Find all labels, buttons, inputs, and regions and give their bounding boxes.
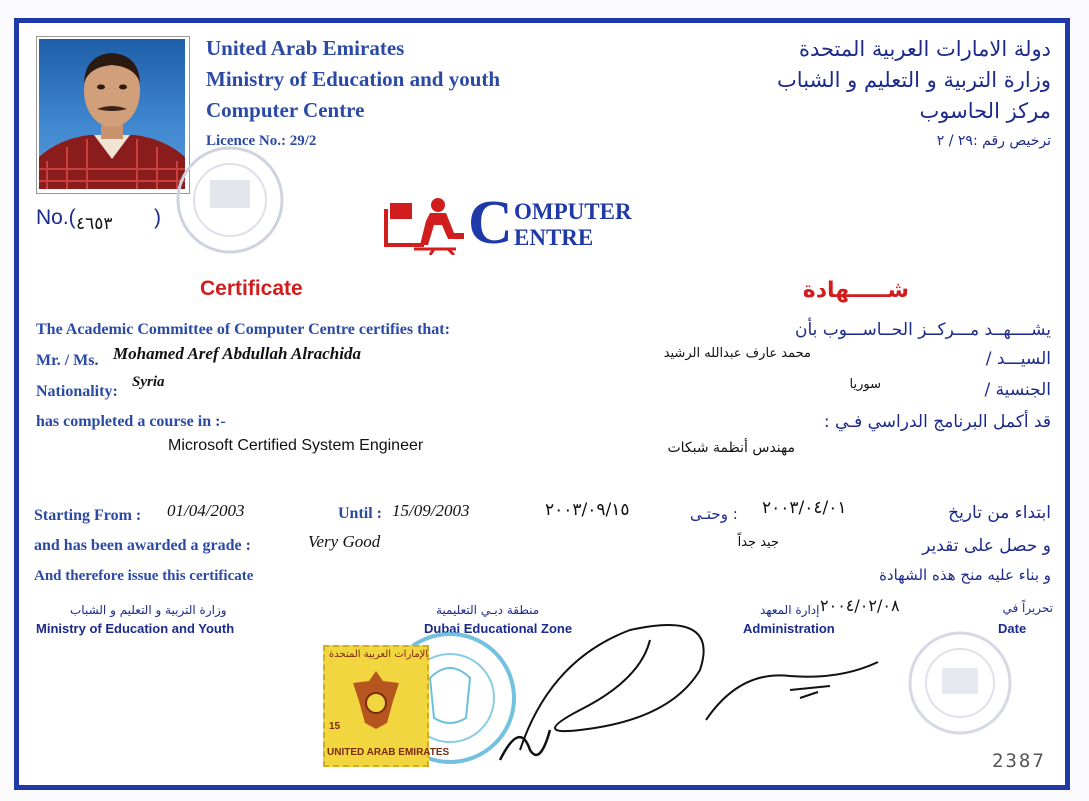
nationality-label-en: Nationality: <box>36 383 118 400</box>
footer-zone-en: Dubai Educational Zone <box>424 621 573 636</box>
name-label-ar: السيـــد / <box>985 349 1051 369</box>
course-value-ar: مهندس أنظمة شبكات <box>667 440 795 456</box>
stamp-value: 15 <box>329 721 341 732</box>
until-value-ar: ٢٠٠٣/٠٩/١٥ <box>545 500 630 520</box>
nationality-value-en: Syria <box>132 374 165 390</box>
course-label-ar: قد أكمل البرنامج الدراسي فـي : <box>823 412 1051 432</box>
footer-ministry-en: Ministry of Education and Youth <box>36 621 235 636</box>
starting-label-en: Starting From : <box>34 507 142 524</box>
grade-label-en: and has been awarded a grade : <box>34 537 251 554</box>
course-value-en: Microsoft Certified System Engineer <box>168 437 424 454</box>
revenue-stamp <box>323 645 450 767</box>
computer-user-logo-icon <box>384 195 470 255</box>
number-value: ٤٦٥٣ <box>76 214 113 234</box>
nationality-label-ar: الجنسية / <box>984 380 1051 400</box>
footer-ministry-ar: وزارة التربية و التعليم و الشباب <box>70 603 227 617</box>
header-ar-centre: مركز الحاسوب <box>919 99 1051 123</box>
faded-seal-icon <box>165 140 295 260</box>
header-en-country: United Arab Emirates <box>206 36 405 60</box>
licence-number-ar: ترخيص رقم :٢٩ / ٢ <box>936 133 1051 149</box>
issue-en: And therefore issue this certificate <box>34 568 254 584</box>
portrait-image <box>39 39 185 189</box>
header-en-ministry: Ministry of Education and youth <box>206 67 501 91</box>
number-label: No.( <box>36 206 76 229</box>
name-label-en: Mr. / Ms. <box>36 352 99 369</box>
footer-admin-date-ar: ٢٠٠٤/٠٢/٠٨ <box>820 596 900 615</box>
logo-computer-text: OMPUTER <box>514 199 632 224</box>
serial-number: 2387 <box>992 750 1046 772</box>
until-value-en: 15/09/2003 <box>392 501 470 520</box>
certifies-en: The Academic Committee of Computer Centre certifies that: <box>36 321 450 338</box>
certificate-title-ar: شـــــهادة <box>802 278 909 303</box>
starting-label-ar: ابتداء من تاريخ <box>948 503 1051 523</box>
footer-date-en: Date <box>998 621 1027 636</box>
until-label-ar: : وحتـى <box>690 505 738 523</box>
header-ar-country: دولة الامارات العربية المتحدة <box>798 37 1051 61</box>
eagle-emblem-icon <box>347 667 405 733</box>
footer-admin-ar: إدارة المعهد <box>760 603 820 617</box>
certifies-ar: يشــــهــد مـــركــز الحــاســـوب بأن <box>795 320 1051 340</box>
certificate-title-en: Certificate <box>200 277 303 300</box>
stamp-top-text: الإمارات العربية المتحدة <box>329 649 429 660</box>
name-value-ar: محمد عارف عبدالله الرشيد <box>663 346 811 361</box>
grade-value-ar: جيد جداً <box>737 535 779 550</box>
name-value-en: Mohamed Aref Abdullah Alrachida <box>113 344 361 363</box>
signature-dubai-zone-icon <box>490 600 730 770</box>
grade-label-ar: و حصل على تقدير <box>922 536 1051 556</box>
logo-c-computer: C <box>468 189 513 257</box>
grade-value-en: Very Good <box>308 532 381 551</box>
stamp-bottom-text: UNITED ARAB EMIRATES <box>327 747 450 758</box>
footer-date-ar: تحريراً في <box>1002 601 1053 615</box>
footer-admin-en: Administration <box>743 621 835 636</box>
issue-ar: و بناء عليه منح هذه الشهادة <box>879 566 1051 584</box>
licence-number: Licence No.: 29/2 <box>206 133 317 149</box>
logo-centre-text: ENTRE <box>514 225 594 250</box>
starting-value-en: 01/04/2003 <box>167 501 245 520</box>
number-close: ) <box>154 206 161 229</box>
course-label-en: has completed a course in :- <box>36 413 226 430</box>
footer-zone-ar: منطقة دبـي التعليمية <box>436 603 540 617</box>
faded-seal-bottom-icon <box>890 628 1030 738</box>
header-en-centre: Computer Centre <box>206 98 365 122</box>
until-label-en: Until : <box>338 505 382 522</box>
starting-value-ar: ٢٠٠٣/٠٤/٠١ <box>762 498 847 518</box>
nationality-value-ar: سوريا <box>849 377 881 392</box>
header-ar-ministry: وزارة التربية و التعليم و الشباب <box>777 68 1051 92</box>
signature-administration-icon <box>700 650 890 730</box>
